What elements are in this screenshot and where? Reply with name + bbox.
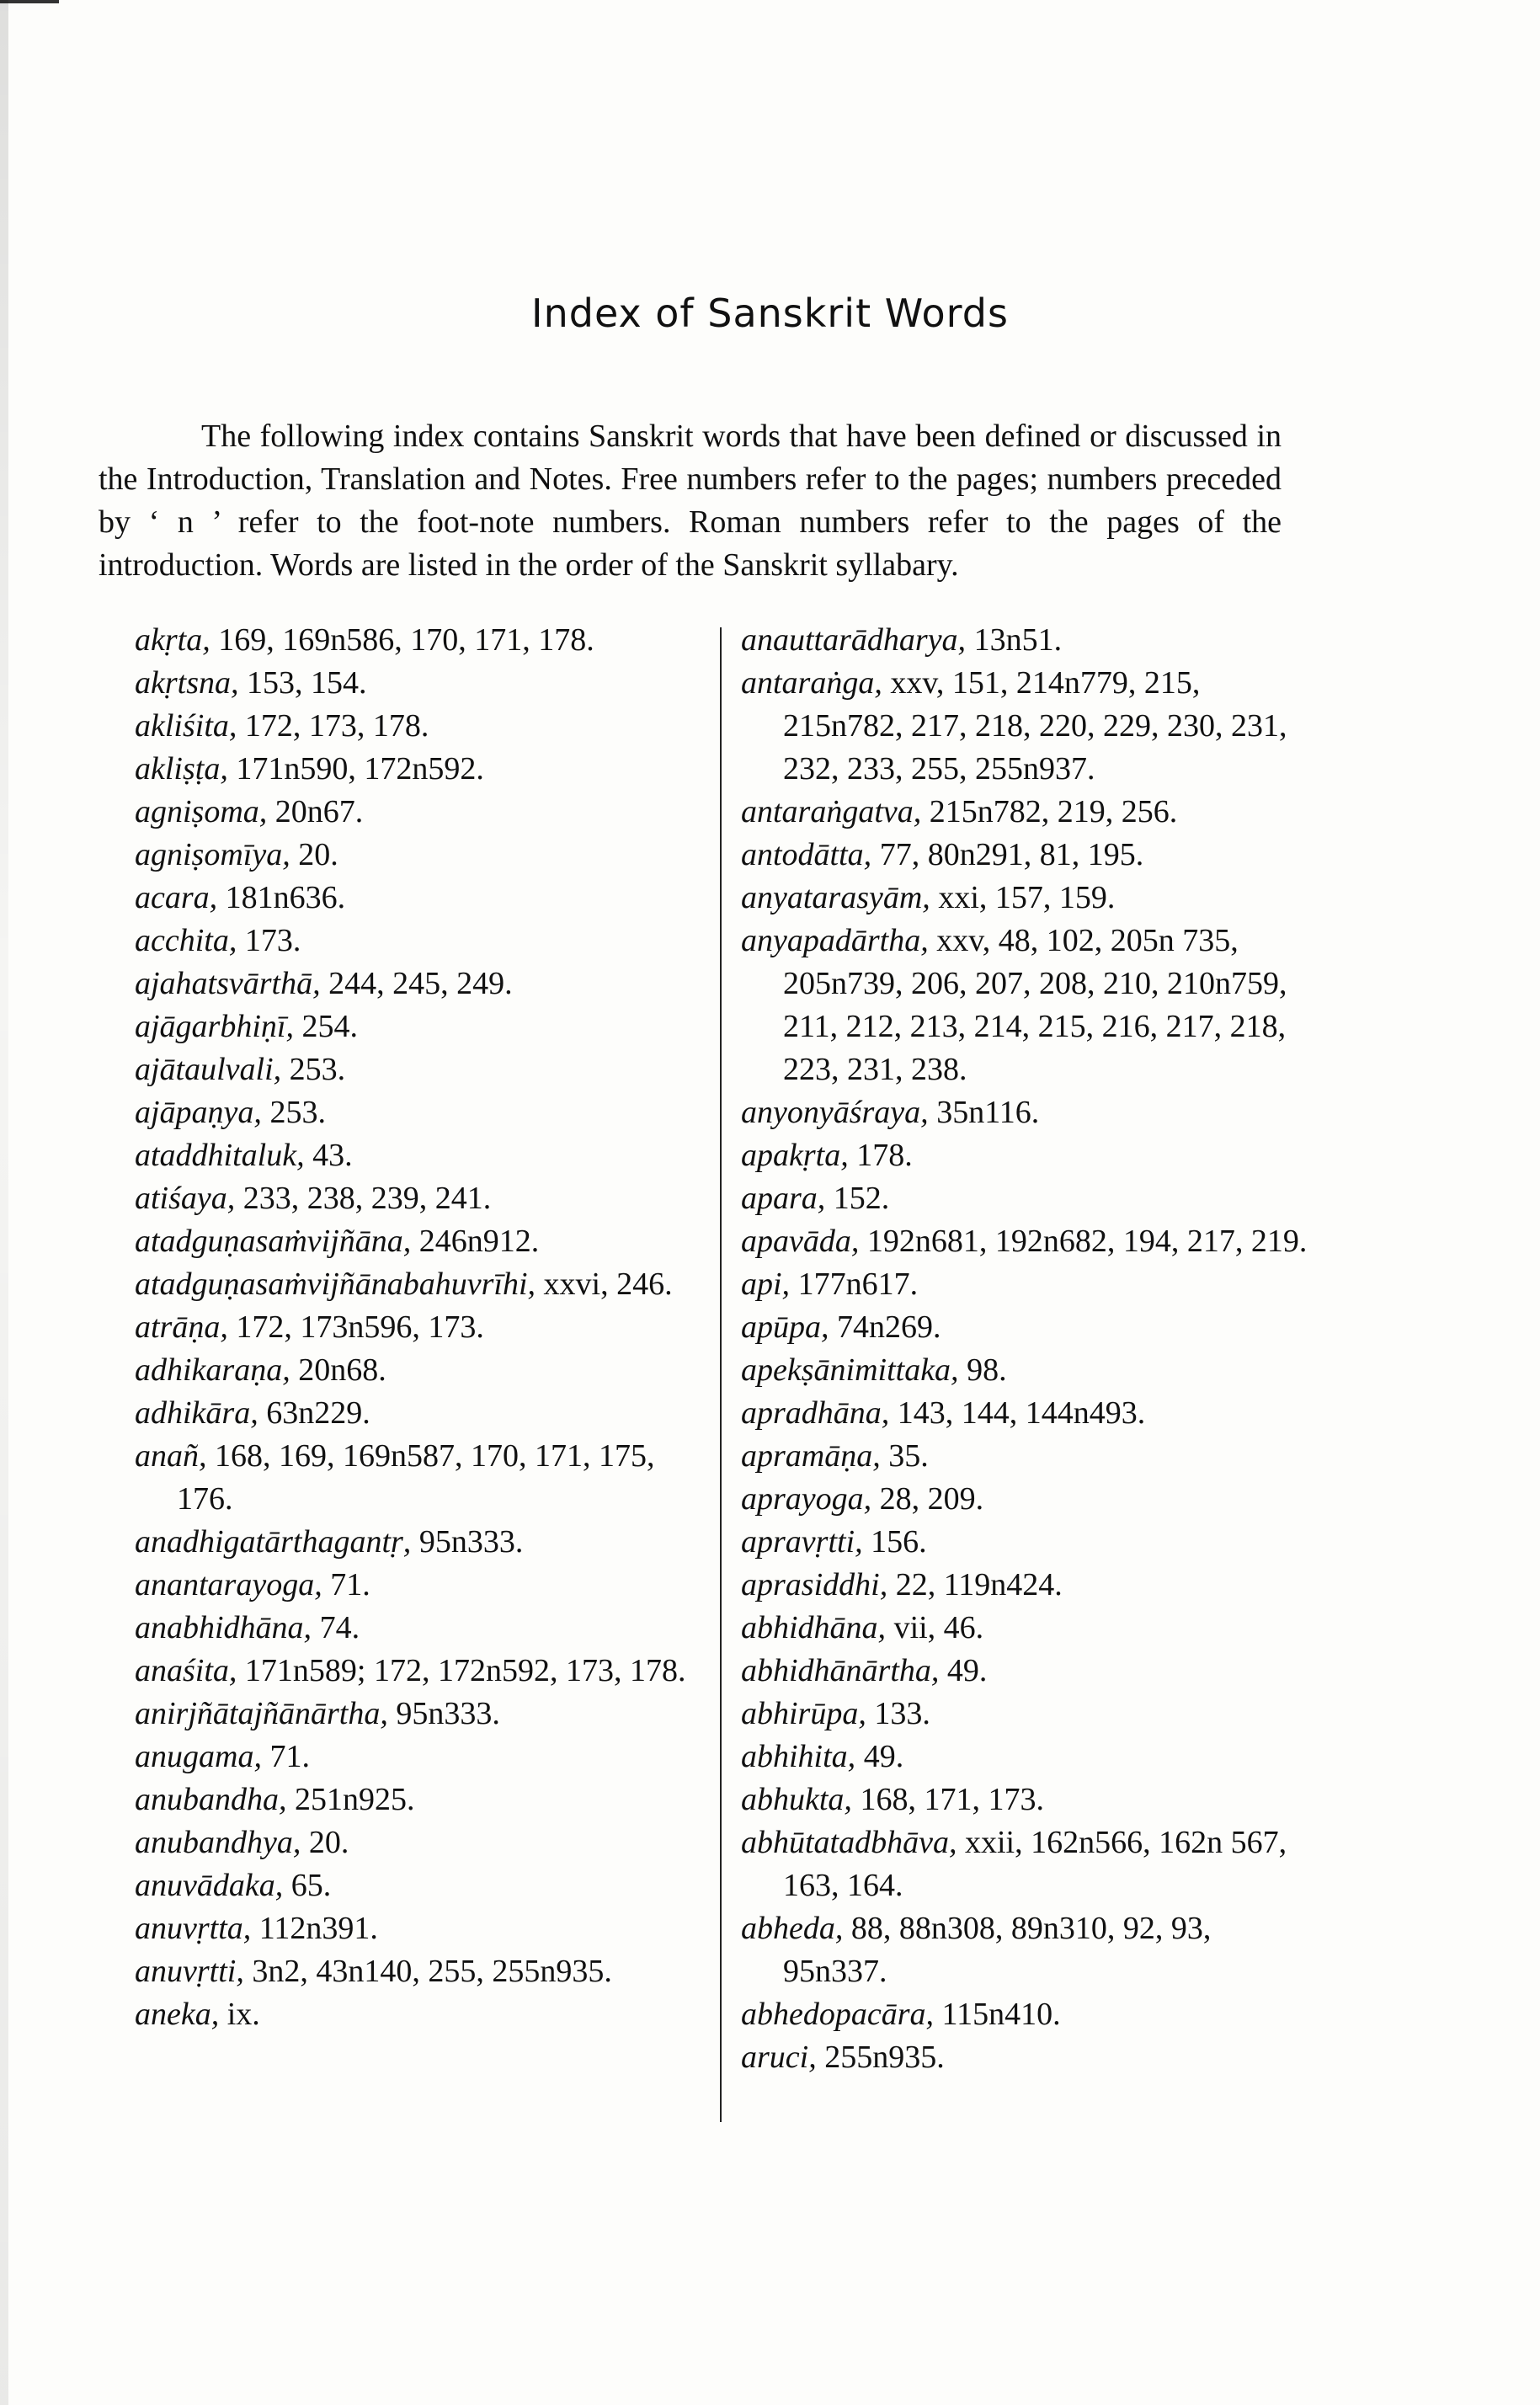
- entry-references: xxv, 151, 214n779, 215, 215n782, 217, 218, 220, 229, 230, 231, 232, 233, 255, 255n937.: [783, 665, 1287, 787]
- entry-word: abhihita,: [741, 1739, 856, 1774]
- entry-references: 173.: [237, 923, 301, 958]
- index-entry: [135, 1907, 690, 1950]
- entry-references: 253.: [281, 1052, 346, 1087]
- entry-word: atrāṇa,: [135, 1309, 228, 1345]
- entry-references: 177n617.: [790, 1266, 919, 1302]
- entry-word: apūpa,: [741, 1309, 829, 1345]
- entry-references: 95n333.: [411, 1524, 524, 1560]
- index-entry: [741, 1521, 1314, 1564]
- index-entry: [135, 1435, 690, 1521]
- entry-word: atadguṇasaṁvijñānabahuvrīhi,: [135, 1266, 536, 1302]
- entry-references: 22, 119n424.: [887, 1567, 1063, 1602]
- index-entry: [135, 1349, 690, 1392]
- entry-word: apara,: [741, 1181, 826, 1216]
- entry-references: 20n68.: [290, 1352, 386, 1388]
- index-column-right: [741, 619, 1314, 2079]
- entry-references: vii, 46.: [886, 1610, 984, 1645]
- index-entry: [741, 1736, 1314, 1778]
- entry-word: anubandhya,: [135, 1825, 301, 1860]
- entry-word: abhidhāna,: [741, 1610, 887, 1645]
- entry-word: anañ,: [135, 1438, 207, 1474]
- entry-references: xxi, 157, 159.: [930, 880, 1116, 915]
- entry-word: anuvṛtti,: [135, 1954, 244, 1989]
- entry-references: xxii, 162n566, 162n 567, 163, 164.: [783, 1825, 1287, 1903]
- entry-word: ajahatsvārthā,: [135, 966, 321, 1001]
- index-entry: [135, 1392, 690, 1435]
- entry-word: agniṣoma,: [135, 794, 268, 829]
- entry-references: 95n333.: [387, 1696, 500, 1731]
- entry-references: 246n912.: [411, 1224, 540, 1259]
- entry-word: aprasiddhi,: [741, 1567, 888, 1602]
- entry-word: anuvṛtta,: [135, 1911, 252, 1946]
- index-entry: [135, 963, 690, 1005]
- entry-references: ix.: [219, 1997, 260, 2032]
- entry-references: 28, 209.: [871, 1481, 984, 1517]
- entry-references: 181n636.: [217, 880, 346, 915]
- entry-word: aprayoga,: [741, 1481, 872, 1517]
- index-entry: [741, 1564, 1314, 1607]
- entry-word: anubandha,: [135, 1782, 287, 1817]
- entry-word: ajāgarbhiṇī,: [135, 1009, 294, 1044]
- entry-references: 254.: [293, 1009, 358, 1044]
- entry-references: 215n782, 219, 256.: [921, 794, 1178, 829]
- index-entry: [135, 1306, 690, 1349]
- entry-references: 168, 169, 169n587, 170, 171, 175, 176.: [177, 1438, 655, 1517]
- entry-references: 65.: [283, 1868, 332, 1903]
- index-entry: [741, 1993, 1314, 2036]
- index-entry: [741, 619, 1314, 662]
- entry-references: 178.: [848, 1138, 913, 1173]
- entry-word: abhidhānārtha,: [741, 1653, 940, 1688]
- page-title: Index of Sanskrit Words: [531, 291, 1009, 336]
- entry-word: anugama,: [135, 1739, 262, 1774]
- index-entry: [135, 1993, 690, 2036]
- entry-word: akṛtsna,: [135, 665, 239, 701]
- entry-word: antaraṅgatva,: [741, 794, 922, 829]
- index-entry: [135, 834, 690, 877]
- entry-word: akṛta,: [135, 622, 210, 658]
- entry-word: aruci,: [741, 2040, 817, 2075]
- index-entry: [135, 1607, 690, 1650]
- entry-word: abhirūpa,: [741, 1696, 866, 1731]
- entry-word: anadhigatārthagantṛ,: [135, 1524, 412, 1560]
- entry-references: 143, 144, 144n493.: [889, 1395, 1146, 1431]
- entry-references: 35.: [880, 1438, 929, 1474]
- entry-word: ataddhitaluk,: [135, 1138, 305, 1173]
- entry-references: 74n269.: [829, 1309, 941, 1345]
- entry-word: apavāda,: [741, 1224, 860, 1259]
- index-entry: [741, 1693, 1314, 1736]
- entry-word: antaraṅga,: [741, 665, 882, 701]
- index-entry: [135, 1091, 690, 1134]
- entry-references: 133.: [866, 1696, 930, 1731]
- entry-references: 153, 154.: [238, 665, 367, 701]
- scan-edge-mark: [0, 0, 59, 3]
- entry-word: akliśita,: [135, 708, 237, 744]
- index-entry: [741, 1435, 1314, 1478]
- entry-references: 152.: [825, 1181, 890, 1216]
- index-entry: [135, 1263, 690, 1306]
- entry-references: 49.: [855, 1739, 904, 1774]
- index-entry: [135, 748, 690, 791]
- entry-word: adhikāra,: [135, 1395, 258, 1431]
- index-entry: [741, 1091, 1314, 1134]
- index-entry: [741, 1607, 1314, 1650]
- entry-word: abhūtatadbhāva,: [741, 1825, 957, 1860]
- entry-word: acara,: [135, 880, 218, 915]
- entry-word: apakṛta,: [741, 1138, 849, 1173]
- index-entry: [741, 834, 1314, 877]
- index-column-left: [135, 619, 690, 2036]
- index-entry: [135, 1693, 690, 1736]
- entry-word: anyapadārtha,: [741, 923, 929, 958]
- entry-word: anuvādaka,: [135, 1868, 284, 1903]
- entry-references: 3n2, 43n140, 255, 255n935.: [243, 1954, 612, 1989]
- index-entry: [135, 1177, 690, 1220]
- scan-edge-shadow: [0, 0, 8, 2405]
- index-entry: [741, 1349, 1314, 1392]
- index-entry: [135, 920, 690, 963]
- entry-word: anirjñātajñānārtha,: [135, 1696, 388, 1731]
- entry-word: ajāpaṇya,: [135, 1095, 262, 1130]
- entry-references: 20n67.: [267, 794, 364, 829]
- entry-references: 20.: [290, 837, 338, 872]
- column-divider: [720, 627, 722, 2122]
- entry-references: 71.: [322, 1567, 370, 1602]
- entry-references: 192n681, 192n682, 194, 217, 219.: [859, 1224, 1308, 1259]
- entry-references: 251n925.: [286, 1782, 415, 1817]
- entry-word: api,: [741, 1266, 791, 1302]
- index-entry: [135, 877, 690, 920]
- entry-word: ajātaulvali,: [135, 1052, 282, 1087]
- index-entry: [135, 1650, 690, 1693]
- entry-references: 20.: [301, 1825, 349, 1860]
- index-entry: [135, 1564, 690, 1607]
- index-entry: [135, 1736, 690, 1778]
- index-entry: [135, 1821, 690, 1864]
- index-entry: [135, 1005, 690, 1048]
- entry-word: acchita,: [135, 923, 237, 958]
- index-entry: [135, 1864, 690, 1907]
- entry-word: antodātta,: [741, 837, 872, 872]
- index-entry: [741, 662, 1314, 791]
- index-entry: [135, 1521, 690, 1564]
- entry-references: 35n116.: [928, 1095, 1040, 1130]
- entry-word: akliṣṭa,: [135, 751, 228, 787]
- entry-word: abhukta,: [741, 1782, 852, 1817]
- index-entry: [741, 1392, 1314, 1435]
- entry-references: 43.: [304, 1138, 353, 1173]
- entry-word: anyatarasyām,: [741, 880, 930, 915]
- entry-references: 63n229.: [258, 1395, 370, 1431]
- index-entry: [741, 1821, 1314, 1907]
- intro-text: The following index contains Sanskrit words that have been defined or discussed in the Introduction, Translation and Notes. Free numbers refer to the pages; numbers preceded by ‘ n ’ refer to the foot-note numbers. Roman numbers refer to the pages of the introduction. Words are listed in the order of the Sanskrit syllabary.: [99, 419, 1282, 583]
- entry-word: adhikaraṇa,: [135, 1352, 290, 1388]
- entry-references: 253.: [261, 1095, 326, 1130]
- entry-references: 77, 80n291, 81, 195.: [871, 837, 1144, 872]
- entry-references: 13n51.: [966, 622, 1063, 658]
- entry-word: apradhāna,: [741, 1395, 890, 1431]
- index-entry: [135, 705, 690, 748]
- entry-references: xxv, 48, 102, 205n 735, 205n739, 206, 207, 208, 210, 210n759, 211, 212, 213, 214, 215, 216, 217, 218, 223, 231, 238.: [783, 923, 1287, 1087]
- entry-word: abhedopacāra,: [741, 1997, 935, 2032]
- entry-references: 233, 238, 239, 241.: [235, 1181, 492, 1216]
- entry-word: anabhidhāna,: [135, 1610, 312, 1645]
- entry-word: abheda,: [741, 1911, 844, 1946]
- entry-references: 112n391.: [251, 1911, 378, 1946]
- index-entry: [741, 1306, 1314, 1349]
- index-entry: [741, 1478, 1314, 1521]
- entry-references: 255n935.: [816, 2040, 945, 2075]
- index-entry: [135, 1048, 690, 1091]
- entry-references: 172, 173n596, 173.: [227, 1309, 484, 1345]
- entry-references: 98.: [958, 1352, 1007, 1388]
- entry-references: 74.: [312, 1610, 360, 1645]
- entry-references: 49.: [939, 1653, 988, 1688]
- index-entry: [741, 877, 1314, 920]
- entry-references: 168, 171, 173.: [851, 1782, 1044, 1817]
- index-entry: [741, 2036, 1314, 2079]
- entry-word: aneka,: [135, 1997, 220, 2032]
- entry-word: apramāṇa,: [741, 1438, 881, 1474]
- entry-references: 88, 88n308, 89n310, 92, 93, 95n337.: [783, 1911, 1212, 1989]
- entry-word: anaśita,: [135, 1653, 237, 1688]
- index-entry: [741, 1263, 1314, 1306]
- entry-word: anantarayoga,: [135, 1567, 322, 1602]
- entry-word: apravṛtti,: [741, 1524, 863, 1560]
- entry-word: agniṣomīya,: [135, 837, 290, 872]
- index-entry: [741, 920, 1314, 1091]
- intro-paragraph: [99, 415, 1282, 587]
- entry-references: 171n590, 172n592.: [227, 751, 484, 787]
- entry-word: atadguṇasaṁvijñāna,: [135, 1224, 412, 1259]
- entry-references: 169, 169n586, 170, 171, 178.: [210, 622, 594, 658]
- entry-references: 156.: [862, 1524, 927, 1560]
- entry-references: 172, 173, 178.: [237, 708, 429, 744]
- entry-word: anyonyāśraya,: [741, 1095, 929, 1130]
- index-entry: [741, 1650, 1314, 1693]
- index-entry: [135, 1134, 690, 1177]
- index-entry: [135, 662, 690, 705]
- index-entry: [741, 1778, 1314, 1821]
- index-entry: [741, 1134, 1314, 1177]
- entry-references: 115n410.: [934, 1997, 1061, 2032]
- entry-references: 244, 245, 249.: [320, 966, 513, 1001]
- index-entry: [135, 1220, 690, 1263]
- index-entry: [741, 1907, 1314, 1993]
- entry-word: atiśaya,: [135, 1181, 236, 1216]
- entry-word: anauttarādharya,: [741, 622, 967, 658]
- entry-references: 71.: [261, 1739, 310, 1774]
- index-entry: [135, 1950, 690, 1993]
- entry-references: xxvi, 246.: [536, 1266, 673, 1302]
- index-entry: [741, 1177, 1314, 1220]
- index-entry: [135, 791, 690, 834]
- entry-word: apekṣānimittaka,: [741, 1352, 959, 1388]
- index-entry: [135, 619, 690, 662]
- entry-references: 171n589; 172, 172n592, 173, 178.: [237, 1653, 686, 1688]
- index-entry: [741, 791, 1314, 834]
- index-entry: [135, 1778, 690, 1821]
- index-entry: [741, 1220, 1314, 1263]
